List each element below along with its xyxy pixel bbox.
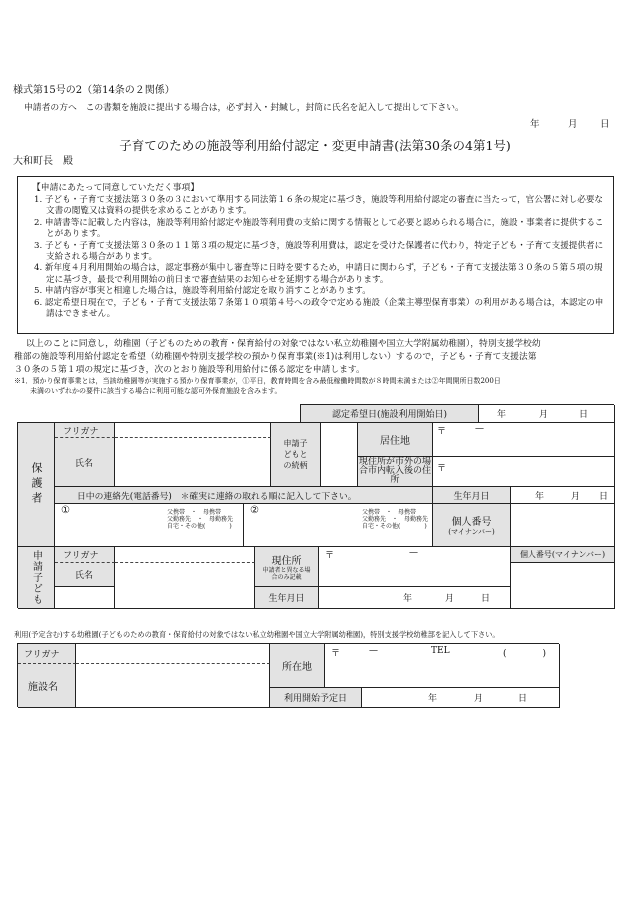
guardian-name-label: 氏名 [55,438,115,487]
phone-types-c: 自宅・その他( ) [362,523,427,530]
child-name-input[interactable] [115,563,255,609]
child-address-input[interactable] [319,547,511,587]
date-day: 日 [600,119,610,130]
facility-location-input[interactable] [325,644,560,688]
desired-date-field[interactable] [479,405,615,423]
date-year: 年 [530,119,540,130]
child-furigana-input[interactable] [115,547,255,563]
postal-mark: 〒 [437,427,447,437]
agreement-line2: 稚部の施設等利用給付認定を希望（幼稚園や特別支援学校の預かり保育事業(※1)は利用しない）するので，子ども・子育て支援法第 [14,352,537,362]
facility-name-label: 施設名 [18,664,76,708]
address-note: 現住所が市外の場合市内転入後の住所 [358,457,431,485]
guardian-furigana-input[interactable] [115,423,271,438]
child-name-label: 氏名 [55,563,115,587]
guardian-table [17,422,614,608]
birth-day: 日 [599,491,609,502]
child-birth-input[interactable] [319,587,511,609]
child-furigana-label: フリガナ [55,547,115,563]
facility-start-label: 利用開始予定日 [270,688,362,708]
consent-box [17,176,614,334]
child-mynumber-label: 個人番号(マイナンバー) [511,547,615,563]
contact-label: 日中の連絡先(電話番号) ＊確実に連絡の取れる順に記入して下さい。 [55,487,433,504]
postal-dash: — [475,424,484,434]
facility-intro: 利用(予定含む)する幼稚園(子どものための教育・保育給付の対象ではない私立幼稚園や国立大学附属幼稚園)，特別支援学校幼稚部を記入して下さい。 [14,630,500,639]
agreement-note2: 未満のいずれかの要件に該当する場合に利用可能な認可外保育施設を含みます。 [30,387,282,395]
desired-date-label: 認定希望日(施設利用開始日) [301,405,479,423]
alt-address-input[interactable] [433,457,615,487]
agreement-line1: 以上のことに同意し，幼稚園（子どものための教育・保育給付の対象ではない私立幼稚園や国立大学附属幼稚園），特別支援学校幼 [26,339,541,349]
start-month: 月 [474,694,484,704]
consent-item: 6. 認定希望日現在で，子ども・子育て支援法第７条第１０項第４号への政令で定める施設（企業主導型保育事業）の利用がある場合は，本認定の申請はできません。 [34,297,604,320]
address-input[interactable] [433,423,615,457]
consent-item: 1. 子ども・子育て支援法第３０条の３において準用する同法第１６条の規定に基づき，施設等利用給付認定の審査に当たって，官公署に対し必要な文書の閲覧又は資料の提供を求めることがあります。 [34,195,604,217]
birth-month: 月 [445,594,455,604]
contact2-input[interactable] [244,504,433,547]
contact1-input[interactable] [55,504,244,547]
facility-start-input[interactable] [362,688,560,708]
address-label: 居住地 [358,423,433,457]
postal-mark: 〒 [437,464,447,474]
agreement-line3: ３０条の５第１項の規定に基づき，次のとおり施設等利用給付に係る認定を申請します。 [14,365,365,375]
phone-types-b: 父勤務先 ・ 母勤務先 [167,516,234,523]
tel-label: TEL [431,646,450,656]
contact1-mark: ① [61,505,70,516]
birth-month: 月 [571,491,581,502]
child-birth-label: 生年月日 [255,587,319,609]
desired-year: 年 [497,410,507,420]
consent-item: 3. 子ども・子育て支援法第３０条の１１第３項の規定に基づき，施設等利用費は，認定を受けた保護者に代わり，特定子ども・子育て支援提供者に支給される場合があります。 [34,240,604,263]
postal-mark: 〒 [331,649,341,659]
guardian-name-input[interactable] [115,438,271,487]
desired-month: 月 [539,410,549,420]
mynumber-label: 個人番号 (マイナンバー) [433,504,511,547]
desired-date-row [300,404,614,422]
guardian-label: 保護者 [18,423,55,547]
guardian-furigana-label: フリガナ [55,423,115,438]
relation-label: 申請子どもとの続柄 [271,423,321,487]
birth-label: 生年月日 [433,487,511,504]
child-label: 申請子ども [18,547,55,609]
facility-furigana-label: フリガナ [18,644,76,664]
phone-types-b: 父勤務先 ・ 母勤務先 [362,516,429,523]
start-year: 年 [428,694,438,704]
postal-mark: 〒 [325,551,335,561]
addressee: 大和町長 殿 [13,156,73,167]
phone-types-c: 自宅・その他( ) [167,523,232,530]
postal-dash: — [369,646,378,656]
contact2-mark: ② [250,505,259,516]
birth-day: 日 [481,594,491,604]
consent-item: 4. 新年度４月利用開始の場合は，認定事務が集中し審査等に日時を要するため，申請日に関わらず，子ども・子育て支援法第３０条の５第５項の規定に基づき，最長で利用開始の前日まで審査結果のお知らせを延期する場合があります。 [34,263,603,285]
postal-dash: — [409,548,418,558]
birth-year: 年 [403,594,413,604]
start-day: 日 [518,694,528,704]
phone-types-a: 父携帯 ・ 母携帯 [167,509,222,516]
child-name-spacer [55,587,115,609]
facility-furigana-input[interactable] [76,644,270,664]
form-number: 様式第15号の2（第14条の２関係） [13,85,175,96]
page-title: 子育てのための施設等利用給付認定・変更申請書(法第30条の4第1号) [119,138,511,153]
consent-heading: 【申請にあたって同意していただく事項】 [32,183,200,193]
consent-item: 2. 申請書等に記載した内容は，施設等利用給付認定や施設等利用費の支給に関する情報として必要と認められる場合に，施設・事業者に提供することがあります。 [34,217,604,240]
agreement-note1: ※1．預かり保育事業とは，当該幼稚園等が実施する預かり保育事業が，①平日，教育時間を含み最低稼働時間数が８時間未満または②年間開所日数200日 [14,377,501,385]
desired-day: 日 [579,410,589,420]
guardian-birth-input[interactable] [511,487,615,504]
tel-paren: ( ) [503,649,547,659]
relation-input[interactable] [321,423,358,487]
consent-item: 5. 申請内容が事実と相違した場合は，施設等利用給付認定を取り消すことがあります。 [34,286,371,297]
birth-year: 年 [535,491,545,502]
current-address-label: 現住所 申請者と異なる場合のみ記載 [255,547,319,587]
facility-location-label: 所在地 [270,644,325,688]
facility-table [17,643,559,707]
date-month: 月 [568,119,578,130]
phone-types-a: 父携帯 ・ 母携帯 [362,509,417,516]
applicant-note: 申請者の方へ この書類を施設に提出する場合は，必ず封入・封緘し，封筒に氏名を記入して提出して下さい。 [24,103,464,113]
child-mynumber-input[interactable] [511,563,615,609]
facility-name-input[interactable] [76,664,270,708]
guardian-mynumber-input[interactable] [511,504,615,547]
